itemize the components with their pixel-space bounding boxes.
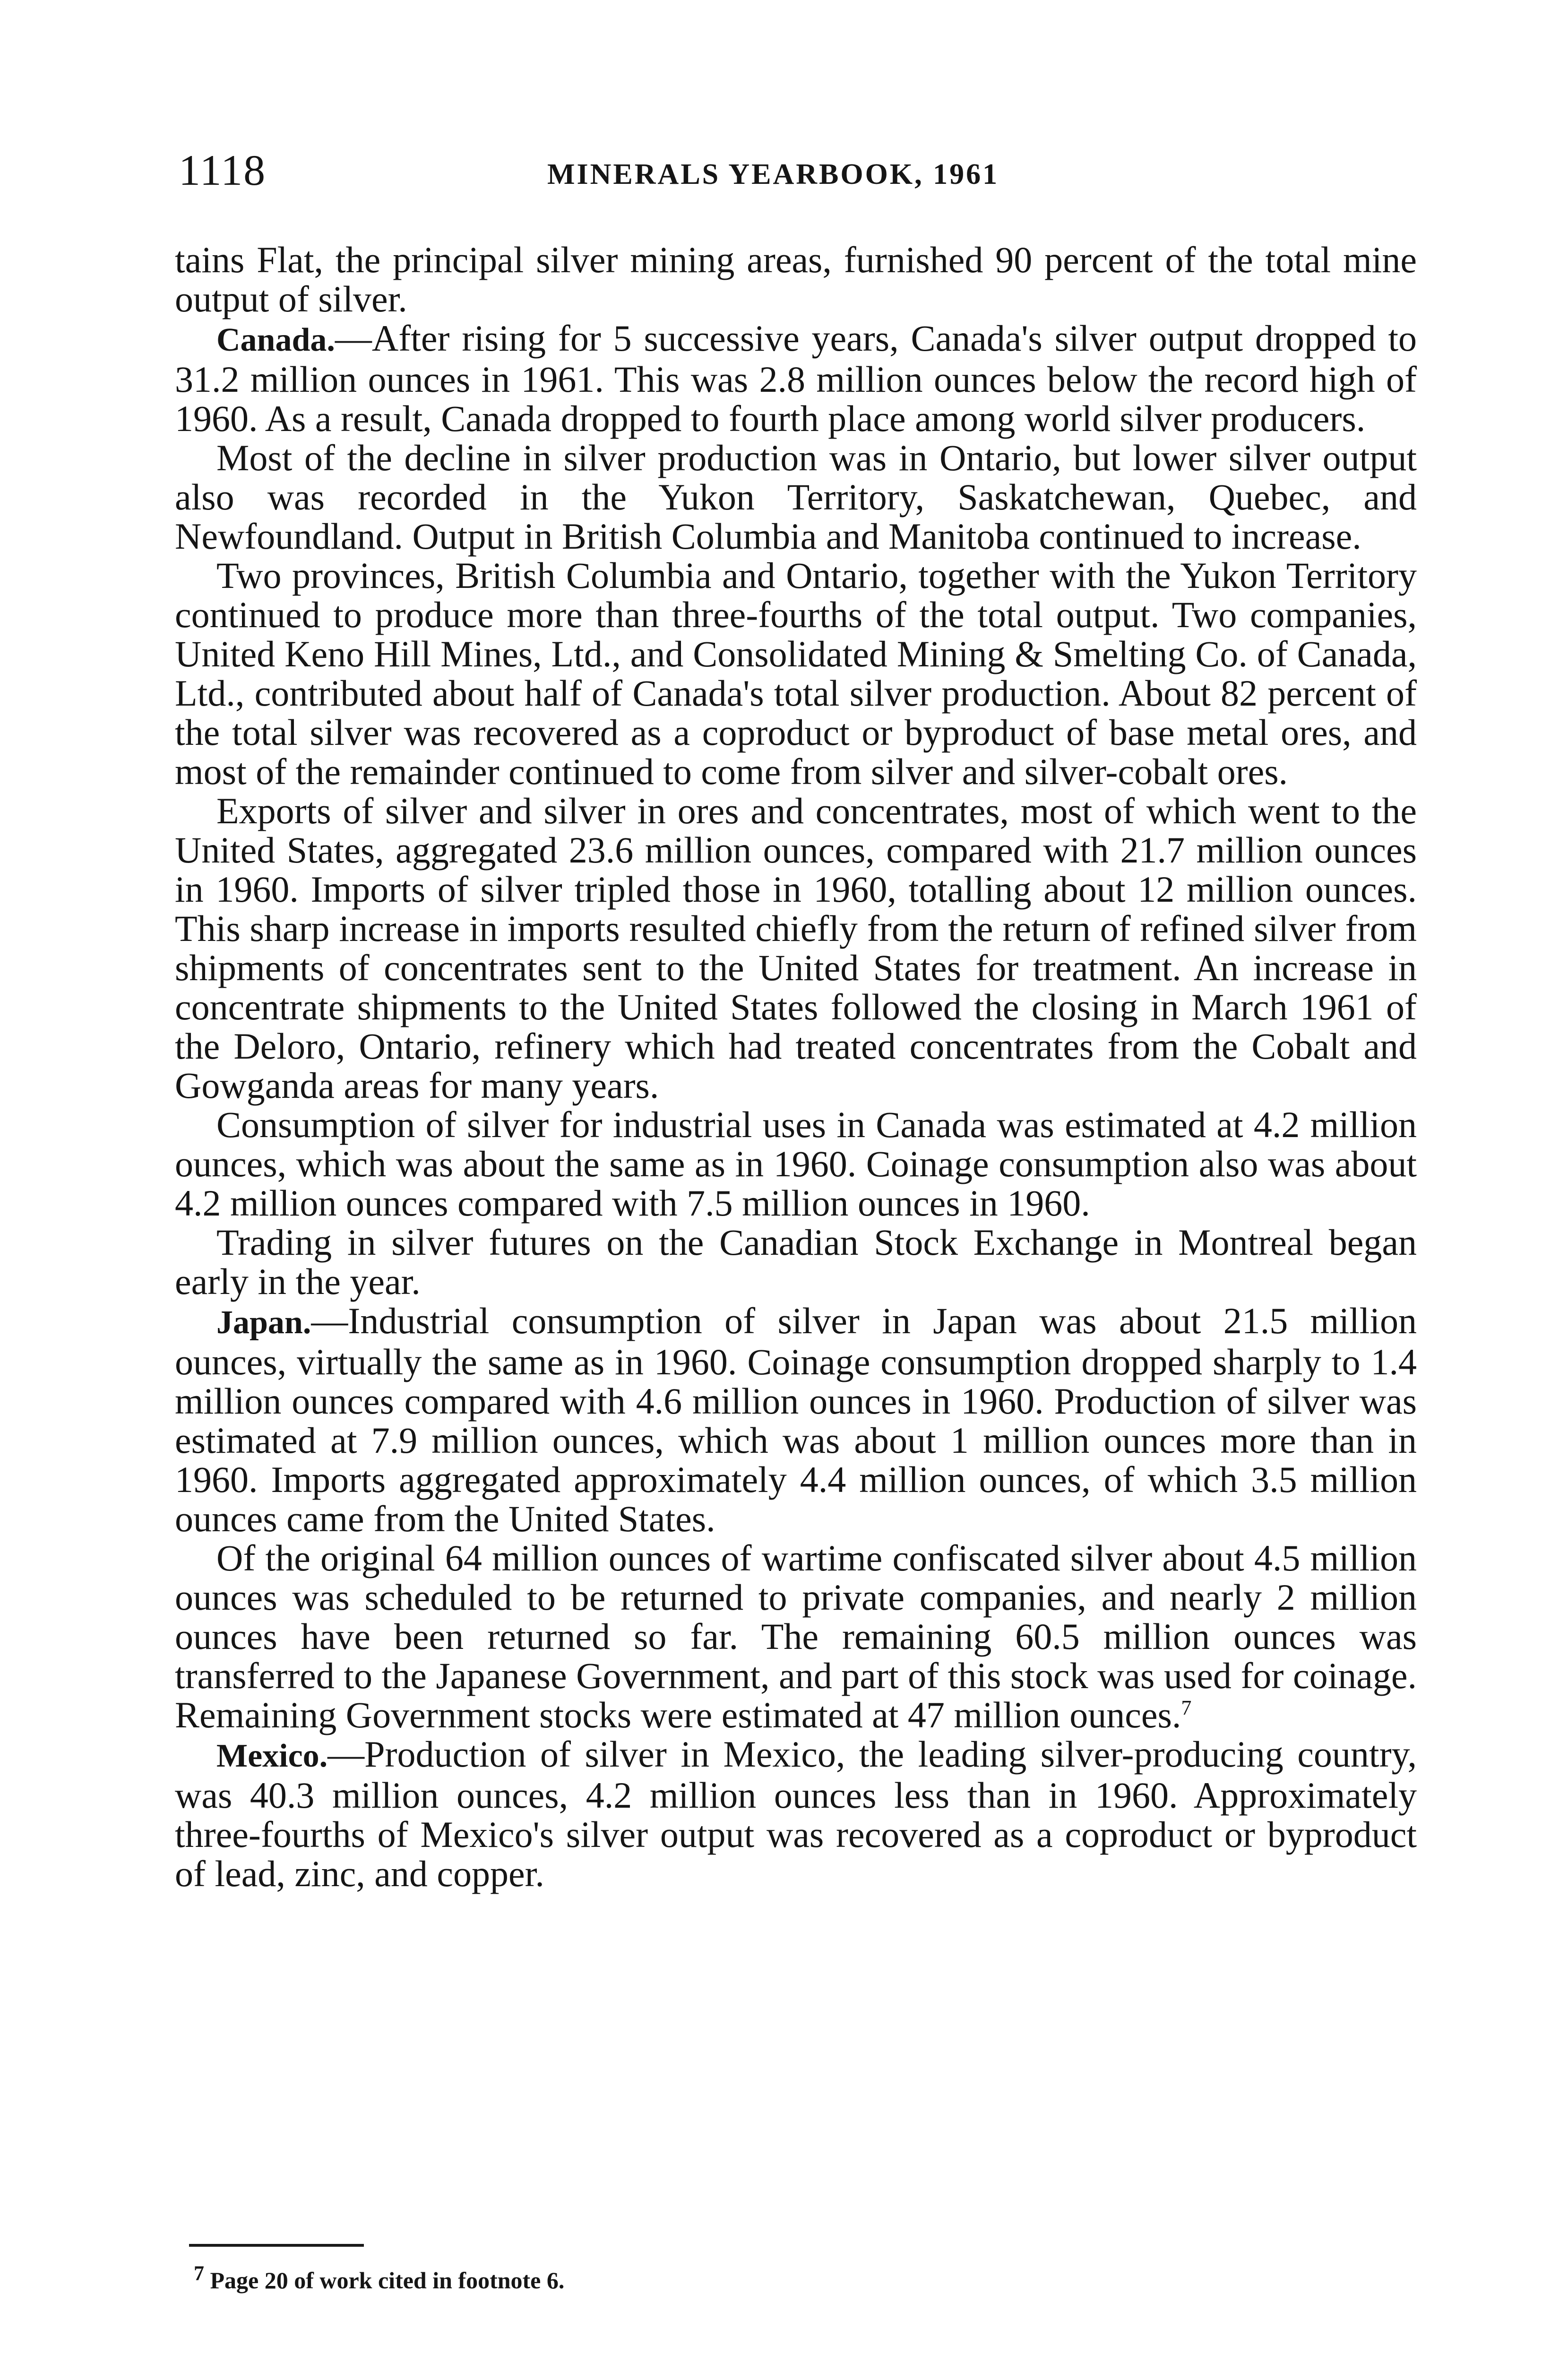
paragraph: [175, 438, 1417, 556]
paragraph-text: tains Flat, the principal silver mining areas, furnished 90 percent of the total mine output of silver.: [175, 239, 1417, 319]
paragraph-continuation: [175, 240, 1417, 319]
paragraph-canada: [175, 319, 1417, 438]
paragraph-text: Two provinces, British Columbia and Ontario, together with the Yukon Territory continued to produce more than three-fourths of the total output. Two companies, United Keno Hill Mines, Ltd., and Consolidated Mining & Smelting Co. of Canada, Ltd., contributed about half of Canada's total silver production. About 82 percent of the total silver was recovered as a coproduct or byproduct of base metal ores, and most of the remainder continued to come from silver and silver-cobalt ores.: [175, 555, 1417, 792]
footnote: [194, 2261, 565, 2297]
section-lead-japan: Japan.: [216, 1304, 311, 1341]
paragraph-mexico: [175, 1734, 1417, 1893]
paragraph: [175, 1105, 1417, 1223]
paragraph-text: —Industrial consumption of silver in Japan was about 21.5 million ounces, virtually the same as in 1960. Coinage consumption dropped sharply to 1.4 million ounces compared with 4.6 million ounces in 1960. Production of silver was estimated at 7.9 million ounces, which was about 1 million ounces more than in 1960. Imports aggregated approximately 4.4 million ounces, of which 3.5 million ounces came from the United States.: [175, 1300, 1417, 1539]
footnote-divider: [189, 2244, 364, 2247]
paragraph-text: —After rising for 5 successive years, Canada's silver output dropped to 31.2 million ounces in 1961. This was 2.8 million ounces below the record high of 1960. As a result, Canada dropped to fourth place among world silver producers.: [175, 318, 1417, 439]
paragraph-text: Of the original 64 million ounces of wartime confiscated silver about 4.5 million ounces was scheduled to be returned to private companies, and nearly 2 million ounces have been returned so far. The remaining 60.5 million ounces was transferred to the Japanese Government, and part of this stock was used for coinage. Remaining Government stocks were estimated at 47 million ounces.: [175, 1537, 1417, 1735]
paragraph: [175, 556, 1417, 791]
running-title: MINERALS YEARBOOK, 1961: [547, 158, 999, 190]
paragraph-text: Exports of silver and silver in ores and concentrates, most of which went to the United States, aggregated 23.6 million ounces, compared with 21.7 million ounces in 1960. Imports of silver tripled those in 1960, totalling about 12 million ounces. This sharp increase in imports resulted chiefly from the return of refined silver from shipments of concentrates sent to the United States for treatment. An increase in concentrate shipments to the United States followed the closing in March 1961 of the Deloro, Ontario, refinery which had treated concentrates from the Cobalt and Gowganda areas for many years.: [175, 790, 1417, 1106]
section-lead-mexico: Mexico.: [216, 1738, 328, 1774]
paragraph-text: Most of the decline in silver production was in Ontario, but lower silver output also was recorded in the Yukon Territory, Saskatchewan, Quebec, and Newfoundland. Output in British Columbia and Manitoba continued to increase.: [175, 437, 1417, 557]
paragraph-text: —Production of silver in Mexico, the leading silver-producing country, was 40.3 million ounces, 4.2 million ounces less than in 1960. Approximately three-fourths of Mexico's silver output was recovered as a coproduct or byproduct of lead, zinc, and copper.: [175, 1733, 1417, 1894]
body-text: [175, 240, 1417, 1893]
section-lead-canada: Canada.: [216, 322, 335, 358]
paragraph: [175, 791, 1417, 1105]
paragraph: [175, 1538, 1417, 1734]
paragraph-text: Trading in silver futures on the Canadian Stock Exchange in Montreal began early in the year.: [175, 1222, 1417, 1302]
paragraph: [175, 1223, 1417, 1301]
paragraph-text: Consumption of silver for industrial uses in Canada was estimated at 4.2 million ounces, which was about the same as in 1960. Coinage consumption also was about 4.2 million ounces compared with 7.5 million ounces in 1960.: [175, 1104, 1417, 1224]
footnote-mark: 7: [194, 2261, 204, 2285]
page-header: [179, 142, 1418, 198]
page-number: 1118: [179, 146, 267, 194]
paragraph-japan: [175, 1301, 1417, 1538]
footnote-reference: 7: [1181, 1696, 1192, 1719]
footnote-text: Page 20 of work cited in footnote 6.: [210, 2267, 565, 2294]
